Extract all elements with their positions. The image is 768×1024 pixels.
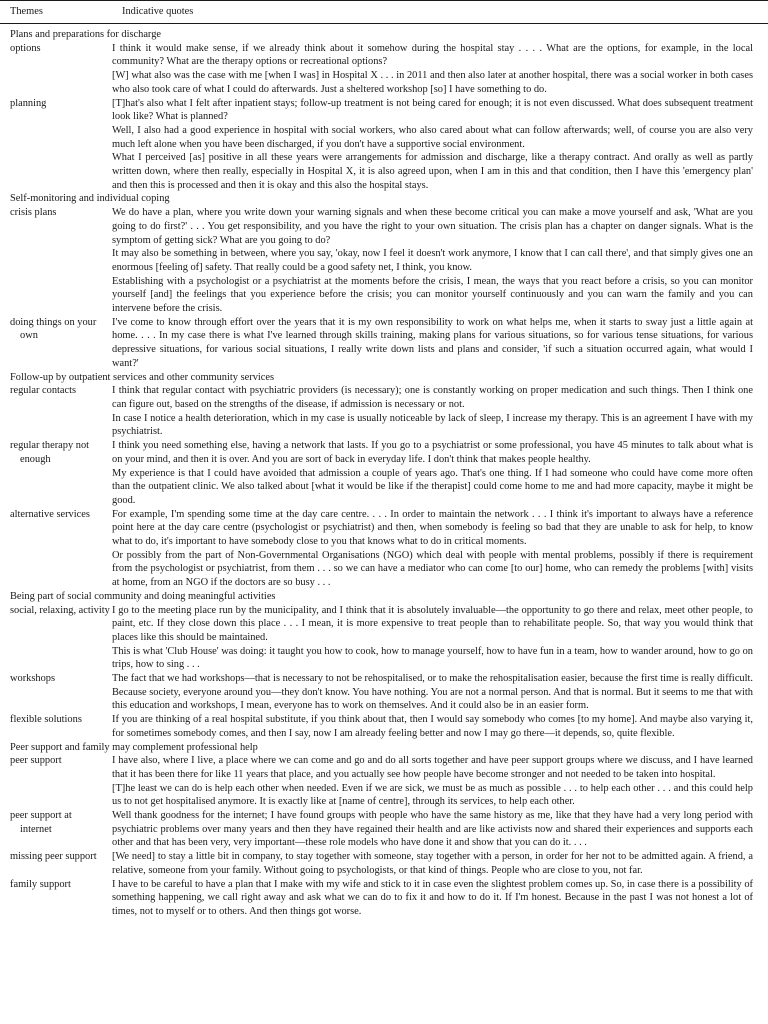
theme-label-line: regular therapy not (10, 440, 90, 452)
theme-label-line: alternative services (10, 508, 90, 520)
themes-column-header: Themes (10, 6, 43, 17)
quote-text: I think it would make sense, if we already think about it somehow during the hospital stay . . . . What are the options, for example, in the local community? What are the therapy options or recreational options? (112, 42, 753, 68)
quote-text: [We need] to stay a little bit in company, to stay together with someone, stay together with a person, in order for her not to be admitted again. A friend, a relative, someone from your family. Without going to psychologists, or that kind of things. People who are close to you, not far. (112, 851, 753, 876)
theme-label-line: internet (20, 823, 52, 835)
quote-cell (112, 713, 753, 740)
quote-cell (112, 809, 753, 850)
quote-text: It may also be something in between, where you say, 'okay, now I feel it doesn't work anymore, I know that I can call there', and that simply gives one an enormous [feeling of] safety. That really could be a good safety net, I think, you know. (112, 248, 753, 273)
theme-label (0, 850, 112, 877)
theme-label-line: missing peer support (10, 851, 97, 863)
quote-text: I've come to know through effort over the years that it is my own responsibility to work on what helps me, when it starts to sway just a little again at home. . . . In my case there is what I've learned through skills training, making plans for various situations, so for various tense situations, for various depressive situations, for various social situations, I really write down lists and plans and consider, 'if such a situation occurred again, what would I want?' (112, 316, 753, 369)
table-row (0, 384, 768, 439)
theme-label (0, 672, 112, 713)
theme-label (0, 604, 112, 673)
quote-text: Establishing with a psychologist or a psychiatrist at the moments before the crisis, I mean, the ways that you react before a crisis, so you can monitor yourself [and] the feelings that you experience before the crisis; you can monitor yourself continuously and you can warn the family and you can intervene before the crisis. (112, 275, 753, 315)
theme-label-line: workshops (10, 673, 56, 685)
table-row (0, 713, 768, 740)
quote-cell (112, 439, 753, 508)
theme-label (0, 439, 112, 508)
quote-text: I go to the meeting place run by the municipality, and I think that it is absolutely invaluable—the opportunity to go there and relax, meet other people, to paint, etc. If they close down this place . . . I mean, it is more expensive to treat people than to rehabilitate people. So, that way you would think that places like this should be maintained. (112, 604, 753, 643)
table-body (0, 28, 768, 919)
theme-label-line: family support (10, 878, 71, 890)
quote-text: [T]he least we can do is help each other when needed. Even if we are sick, we must be as much as possible . . . to help each other . . . and this could help us to not get hospitalised anymore. It is exactly like at [name of centre], through its services, to help each other. (112, 782, 753, 808)
quote-text: Well, I also had a good experience in hospital with social workers, who also cared about what can follow afterwards; well, of course you are also very much left alone when you have been discharged, if you don't have a supportive social environment. (112, 124, 753, 150)
section-title: Being part of social community and doing meaningful activities (10, 590, 276, 602)
quote-text: I think you need something else, having a network that lasts. If you go to a psychiatrist or some professional, you have 45 minutes to talk about what is on your mind, and then it is over. And you are sort of back in everyday life. I don't think that makes people healthy. (112, 440, 753, 465)
theme-label (0, 754, 112, 809)
theme-label-line: own (20, 330, 38, 342)
section-title: Self-monitoring and individual coping (10, 193, 170, 205)
theme-label-line: options (10, 42, 41, 54)
quotes-column-header: Indicative quotes (122, 6, 194, 17)
header-rule (0, 23, 768, 24)
theme-label (0, 713, 112, 740)
quote-text: In case I notice a health deterioration, which in my case is usually noticeable by lack of sleep, I increase my therapy. This is an agreement I have with my psychiatrist. (112, 412, 753, 438)
theme-label-line: enough (20, 453, 51, 465)
quote-cell (112, 384, 753, 439)
quote-text: [W] what also was the case with me [when I was] in Hospital X . . . in 2011 and then also later at another hospital, there was a social worker in both cases who also took care of what I could do afterwards. Just a sheltered workshop [so] I have something to do. (112, 70, 753, 95)
quote-text: My experience is that I could have avoided that admission a couple of years ago. That's one thing. If I had someone who could have come more often than the outpatient clinic. We also talked about [what it would be like if the therapist] could come home to me and had more capacity, maybe it might be good. (112, 467, 753, 506)
theme-label-line: social, relaxing, activity (10, 604, 110, 616)
theme-label (0, 384, 112, 439)
table-row (0, 809, 768, 850)
theme-label-line: peer support at (10, 810, 72, 822)
table-row (0, 508, 768, 590)
table-row (0, 672, 768, 713)
theme-label (0, 97, 112, 193)
quote-text: I have also, where I live, a place where we can come and go and do all sorts together and have peer support groups where we discuss, and I have learned that it has been there for like 11 years that place, and you actually see how people have become stronger and not needed to be taken into hospital. (112, 755, 753, 780)
theme-label-line: crisis plans (10, 207, 57, 219)
quote-cell (112, 850, 753, 877)
theme-label (0, 206, 112, 316)
quote-text: For example, I'm spending some time at the day care centre. . . . In order to maintain the network . . . I think it's important to always have a reference point here at the day care centre (psychologist or psychiatrist) and then, when somebody is feeling so bad that they are unable to ask for help, to know what to do, it's important to have somebody close to you that knows what to do in critical moments. (112, 508, 753, 548)
quote-cell (112, 878, 753, 919)
theme-label-line: regular contacts (10, 385, 77, 397)
quote-cell (112, 672, 753, 713)
table-row (0, 97, 768, 193)
theme-label-line: peer support (10, 755, 62, 767)
quote-cell (112, 508, 753, 590)
top-rule (0, 0, 768, 1)
quote-cell (112, 754, 753, 809)
theme-label (0, 809, 112, 850)
table-row (0, 316, 768, 371)
section-title: Follow-up by outpatient services and other community services (10, 371, 275, 383)
table-header (0, 5, 768, 23)
theme-label-line: planning (10, 97, 47, 109)
quote-cell (112, 206, 753, 316)
theme-label (0, 878, 112, 919)
table-row (0, 850, 768, 877)
section-title: Peer support and family may complement professional help (10, 741, 258, 753)
table-row (0, 206, 768, 316)
theme-label (0, 316, 112, 371)
theme-label (0, 508, 112, 590)
table-row (0, 439, 768, 508)
section-title: Plans and preparations for discharge (10, 29, 162, 40)
table-row (0, 42, 768, 97)
quote-cell (112, 604, 753, 673)
quote-text: I have to be careful to have a plan that I make with my wife and stick to it in case even the slightest problem comes up. So, in case there is a possibility of something happening, we call right away and ask what we can do to fix it and how to do it. If I'm honest. Because in the past I was not honest a lot of times, not to myself or to others. And then things got worse. (112, 878, 753, 917)
table-row (0, 754, 768, 809)
quote-text: What I perceived [as] positive in all these years were arrangements for admission and discharge, like a therapy contract. And orally as well as partly written down, where then really, especially in Hospital X, it is also agreed upon, when I am in this and that condition, then I have this 'emergency plan' and then this is processed and then it is okay and this also the hospital stays. (112, 152, 753, 191)
quote-cell (112, 316, 753, 371)
quote-text: This is what 'Club House' was doing: it taught you how to cook, how to manage yourself, how to have fun in a team, how to wander around, how to go on trips, how to sing . . . (112, 645, 753, 671)
table-row (0, 878, 768, 919)
quote-text: We do have a plan, where you write down your warning signals and when these become critical you can make a move yourself and ask, 'What are you going to do first?' . . . You get responsibility, and you have the right to your own situation. The crisis plan has a chapter on danger signals. What is the symptom of getting sick? What are you going to do? (112, 207, 753, 246)
quote-text: Well thank goodness for the internet; I have found groups with people who have the same history as me, like that they have had a very long period with psychiatric problems over many years and then they have regained their health and are like activists now and shared their experiences and supports each other and that has been very, very important—these role models who have done it and show that you can do it. . . . (112, 810, 753, 849)
theme-label (0, 42, 112, 97)
quote-text: I think that regular contact with psychiatric providers (is necessary); one is constantly working on proper medication and such things. Then I think one can figure out, based on the strengths of the disease, if admission is necessary or not. (112, 385, 753, 410)
quote-text: If you are thinking of a real hospital substitute, if you think about that, then I would say somebody who comes [to my home]. And maybe also varying it, for sometimes somebody comes, and then I say, now I am already feeling better and now I may go there—it depends, so, quite flexible. (112, 714, 753, 739)
quote-cell (112, 42, 753, 97)
quote-cell (112, 97, 753, 193)
quote-text: The fact that we had workshops—that is necessary to not be rehospitalised, or to make the rehospitalisation easier, because the first time is really difficult. Because society, everyone around you—they don't know. You have nothing. You are not a normal person. And that is normal. But it seems to me that with this education and workshops, I mean, everyone has to work on themselves. And it could also be in an easier form. (112, 673, 753, 712)
theme-label-line: flexible solutions (10, 714, 82, 726)
quote-text: Or possibly from the part of Non-Governmental Organisations (NGO) which deal with people with mental problems, possibly if there is requirement from the psychologist or psychiatrist, from them . . . so we can have a mediator who can come [to our] home, who can remedy the problems [with] visits at home, from an NGO if the doctors are so busy . . . (112, 549, 753, 589)
quote-text: [T]hat's also what I felt after inpatient stays; follow-up treatment is not being cared for enough; it is not even discussed. What does subsequent treatment look like? What is planned? (112, 97, 753, 123)
table-row (0, 604, 768, 673)
theme-label-line: doing things on your (10, 316, 97, 328)
